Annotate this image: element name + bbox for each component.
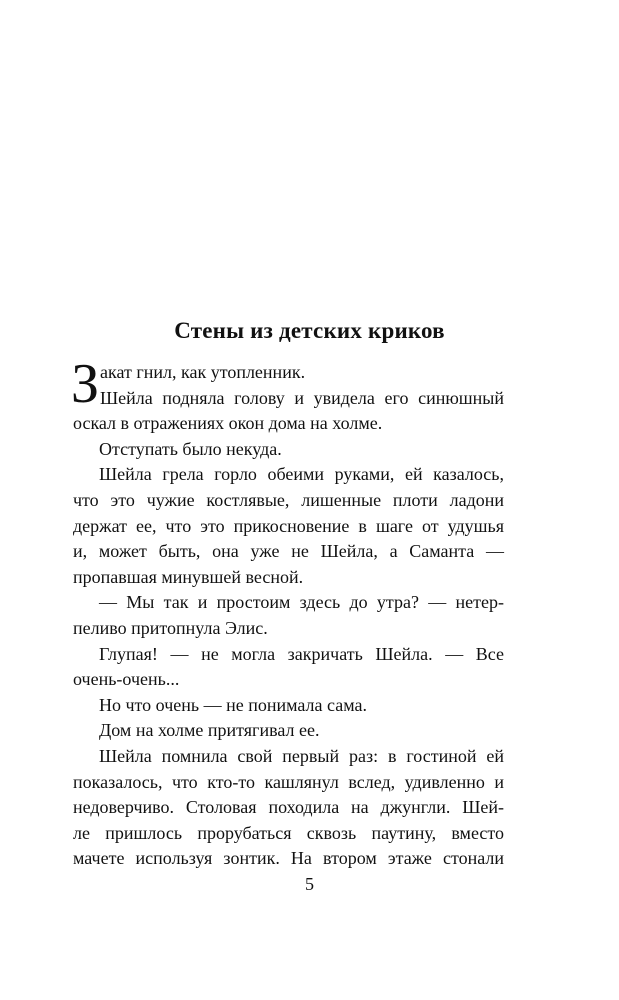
chapter-title: Стены из детских криков [174, 318, 445, 343]
text-line-7: держат ее, что это прикосновение в шаге от удушья [73, 515, 504, 536]
text-line-5: Шейла грела горло обеими руками, ей казалось, [99, 464, 504, 485]
text-line-19: ле пришлось прорубаться сквозь паутину, вместо [73, 822, 504, 843]
text-line-8: и, может быть, она уже не Шейла, а Саманта — [73, 541, 504, 562]
text-line-15: Дом на холме притягивал ее. [99, 720, 320, 741]
text-line-3: оскал в отражениях окон дома на холме. [73, 413, 383, 434]
page-number: 5 [305, 874, 314, 894]
text-line-17: показалось, что кто-то кашлянул вслед, удивленно и [73, 771, 504, 792]
text-line-1-content: акат гнил, как утопленник. [100, 362, 306, 382]
text-line-4: Отступать было некуда. [99, 438, 282, 459]
text-line-10: — Мы так и простоим здесь до утра? — нетер- [99, 592, 504, 613]
text-line-12: Глупая! — не могла закричать Шейла. — Все [99, 643, 504, 664]
text-line-2: Шейла подняла голову и увидела его синюшный [100, 387, 504, 408]
text-line-16: Шейла помнила свой первый раз: в гостиной ей [99, 745, 504, 766]
drop-cap: З [71, 353, 100, 415]
text-line-6: что это чужие костлявые, лишенные плоти ладони [73, 489, 504, 510]
text-line-18: недоверчиво. Столовая походила на джунгли. Шей- [73, 797, 504, 818]
text-line-13: очень-очень... [73, 669, 180, 690]
text-line-11: пеливо притопнула Элис. [73, 617, 268, 638]
text-line-14: Но что очень — не понимала сама. [99, 694, 367, 715]
text-line-9: пропавшая минувшей весной. [73, 566, 304, 587]
text-line-20: мачете используя зонтик. На втором этаже стонали [73, 848, 504, 869]
chapter-text [71, 353, 504, 872]
